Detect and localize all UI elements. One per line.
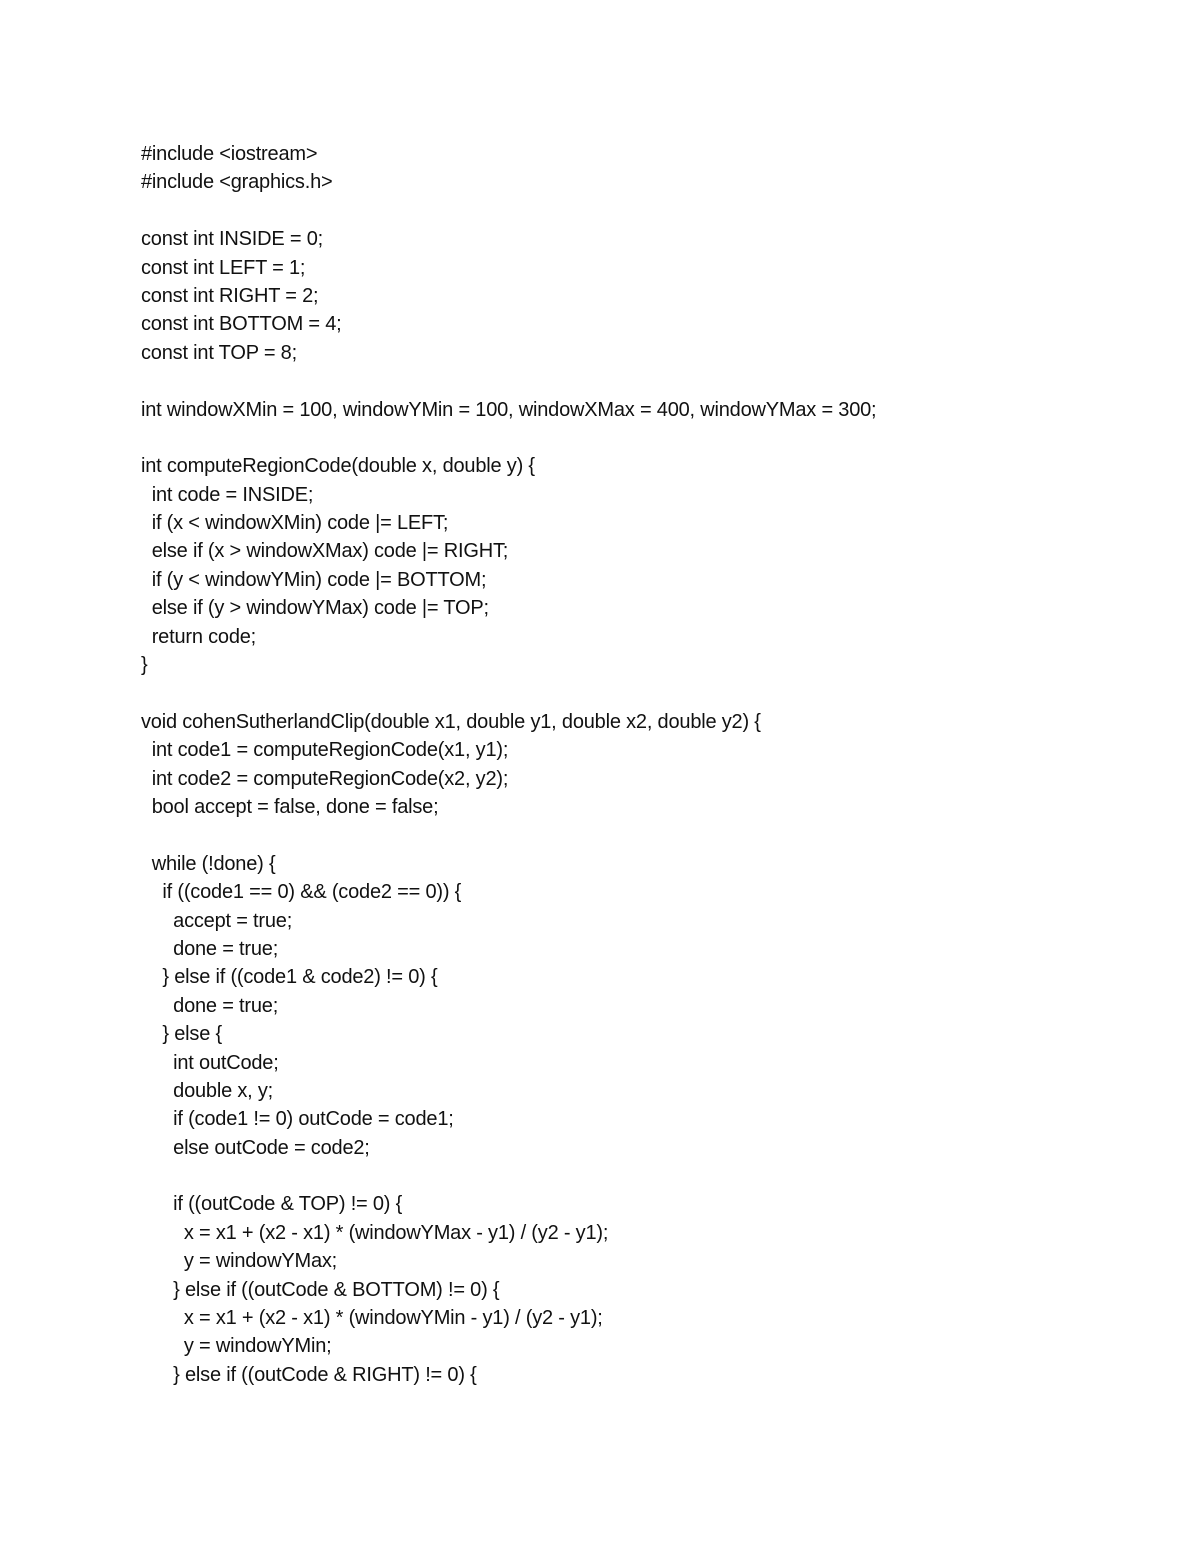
blank-line [141,1162,1141,1190]
code-line: if (x < windowXMin) code |= LEFT; [141,512,449,535]
code-line: int computeRegionCode(double x, double y) { [141,455,535,478]
code-line: } else { [141,1023,222,1046]
code-line: if (code1 != 0) outCode = code1; [141,1108,454,1131]
code-line: double x, y; [141,1079,274,1102]
code-line: const int RIGHT = 2; [141,284,319,307]
code-listing [141,140,1141,1389]
code-line: } else if ((code1 & code2) != 0) { [141,966,438,989]
code-line: const int LEFT = 1; [141,256,306,279]
blank-line [141,821,1141,849]
code-line: } else if ((outCode & RIGHT) != 0) { [141,1363,477,1386]
code-line: if (y < windowYMin) code |= BOTTOM; [141,568,487,591]
code-line: y = windowYMin; [141,1335,332,1358]
code-line: bool accept = false, done = false; [141,795,439,818]
blank-line [141,679,1141,707]
code-line: if ((code1 == 0) && (code2 == 0)) { [141,881,462,904]
code-line: accept = true; [141,909,293,932]
code-line: done = true; [141,994,279,1017]
code-line: x = x1 + (x2 - x1) * (windowYMax - y1) / (y2 - y1); [141,1221,609,1244]
code-line: const int INSIDE = 0; [141,228,323,251]
code-line: const int TOP = 8; [141,341,297,364]
code-line: #include <iostream> [141,143,318,165]
code-line: if ((outCode & TOP) != 0) { [141,1193,403,1216]
code-line: int code2 = computeRegionCode(x2, y2); [141,767,509,790]
code-line: y = windowYMax; [141,1250,338,1273]
code-line: int code1 = computeRegionCode(x1, y1); [141,739,509,762]
code-line: done = true; [141,937,279,960]
blank-line [141,197,1141,225]
code-line: while (!done) { [141,852,276,875]
code-line: int windowXMin = 100, windowYMin = 100, windowXMax = 400, windowYMax = 300; [141,398,877,421]
code-line: const int BOTTOM = 4; [141,313,342,336]
blank-line [141,424,1141,452]
blank-line [141,367,1141,395]
code-line: int code = INSIDE; [141,483,314,506]
code-line: #include <graphics.h> [141,171,333,194]
code-line: else if (y > windowYMax) code |= TOP; [141,597,489,620]
code-line: return code; [141,625,257,648]
code-line: void cohenSutherlandClip(double x1, double y1, double x2, double y2) { [141,710,761,733]
code-line: int outCode; [141,1051,279,1074]
code-line: } else if ((outCode & BOTTOM) != 0) { [141,1278,500,1301]
code-line: x = x1 + (x2 - x1) * (windowYMin - y1) / (y2 - y1); [141,1307,603,1330]
code-line: else if (x > windowXMax) code |= RIGHT; [141,540,509,563]
code-line: } [141,654,148,677]
code-line: else outCode = code2; [141,1136,370,1159]
